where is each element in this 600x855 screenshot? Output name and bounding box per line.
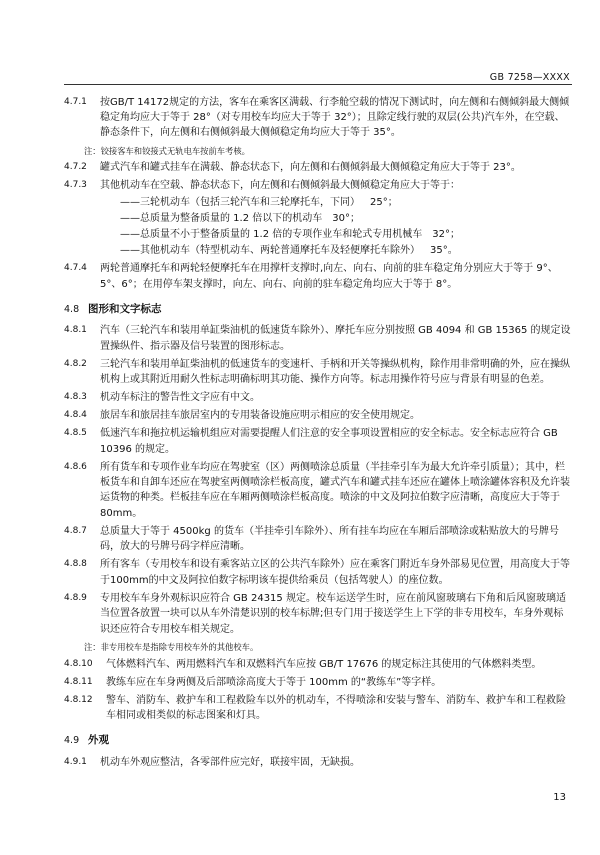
- clause-number: 4.9.1: [64, 756, 87, 767]
- clause-4-8-9: [64, 591, 572, 637]
- section-title: 图形和文字标志: [88, 303, 162, 316]
- clause-4-7-4: [64, 261, 572, 292]
- list-item-label: ——三轮机动车（包括三轮汽车和三轮摩托车，下同）: [120, 196, 360, 208]
- clause-4-8-1: [64, 323, 572, 354]
- clause-4-8-12: [64, 693, 572, 724]
- clause-number: 4.8.3: [64, 392, 87, 403]
- clause-number: 4.7.3: [64, 180, 87, 191]
- section-heading-4-8: [64, 302, 572, 317]
- clause-number: 4.8.9: [64, 592, 87, 603]
- list-item-value: 35°。: [430, 245, 458, 257]
- clause-4-8-7: [64, 524, 572, 555]
- clause-text: 所有货车和专项作业车均应在驾驶室（区）两侧喷涂总质量（半挂牵引车为最大允许牵引质量）；其中，栏板货车和自卸车还应在驾驶室两侧喷涂栏板高度，罐式汽车和罐式挂车还应在罐体上喷涂罐体容积及允许装运货物的种类。栏板挂车应在车厢两侧喷涂栏板高度。喷涂的中文及阿拉伯数字应清晰，高度应大于等于 80mm。: [100, 461, 570, 519]
- clause-4-8-3: [64, 390, 572, 405]
- clause-text: 按GB/T 14172规定的方法，客车在乘客区满载、行李舱空载的情况下测试时，向左侧和右侧倾斜最大侧倾稳定角均应大于等于 28°（对专用校车均应大于等于 32°）；且除定线行驶的双层(公共)汽车外，在空载、静态条件下，向左侧和右侧倾斜最大侧倾稳定角均应大于等于 35°。: [100, 96, 570, 139]
- clause-number: 4.8.6: [64, 461, 87, 472]
- clause-number: 4.8.11: [64, 676, 93, 687]
- clause-text: 总质量大于等于 4500kg 的货车（半挂牵引车除外）、所有挂车均应在车厢后部喷涂或粘贴放大的号牌号码，放大的号牌号码字样应清晰。: [100, 525, 559, 553]
- clause-text: 教练车应在车身两侧及后部喷涂高度大于等于 100mm 的“教练车”等字样。: [106, 676, 442, 688]
- list-item: [64, 211, 572, 226]
- clause-number: 4.8.7: [64, 525, 87, 536]
- standard-code: GB 7258—XXXX: [489, 72, 570, 83]
- clause-text: 警车、消防车、救护车和工程救险车以外的机动车，不得喷涂和安装与警车、消防车、救护车和工程救险车相同或相类似的标志图案和灯具。: [106, 694, 566, 721]
- clause-number: 4.7.4: [64, 263, 87, 274]
- note-4-8-9: 注：非专用校车是指除专用校车外的其他校车。: [84, 641, 259, 652]
- clause-4-8-11: [64, 675, 572, 690]
- clause-4-8-10: [64, 657, 572, 672]
- section-number: 4.8: [64, 304, 80, 316]
- clause-number: 4.8.5: [64, 428, 87, 439]
- list-item: [64, 243, 572, 258]
- header-rule: [64, 84, 572, 85]
- section-title: 外观: [88, 734, 109, 747]
- clause-text: 其他机动车在空载、静态状态下，向左侧和右侧倾斜最大侧倾稳定角应大于等于：: [100, 180, 460, 192]
- clause-text: 机动车外观应整洁，各零部件应完好，联接牢固，无缺损。: [100, 756, 360, 768]
- clause-text: 两轮普通摩托车和两轮轻便摩托车在用撑杆支撑时,向左、向右、向前的驻车稳定角分别应大于等于 9°、5°、6°；在用停车架支撑时，向左、向右、向前的驻车稳定角均应大于等于 8°。: [100, 263, 558, 290]
- page-number: 13: [553, 792, 566, 803]
- clause-number: 4.8.12: [64, 694, 93, 705]
- clause-number: 4.8.10: [64, 658, 93, 669]
- clause-text: 三轮汽车和装用单缸柴油机的低速货车的变速杆、手柄和开关等操纵机构，除作用非常明确的外，应在操纵机构上或其附近用耐久性标志明确标明其功能、操作方向等。标志用操作符号应与背景有明显的色差。: [100, 358, 570, 386]
- list-item-value: 30°；: [332, 213, 360, 225]
- clause-number: 4.8.2: [64, 358, 87, 369]
- note-4-7-1: 注：铰接客车和铰接式无轨电车按前车考核。: [84, 145, 250, 156]
- clause-4-7-1: [64, 95, 572, 141]
- list-item-value: 25°；: [370, 196, 398, 208]
- clause-text: 专用校车车身外观标识应符合 GB 24315 规定。校车运送学生时，应在前风窗玻璃右下角和后风窗玻璃适当位置各放置一块可以从车外清楚识别的校车标牌;但专门用于接送学生上下学的非专用校车，车身外观标识还应符合专用校车相关规定。: [100, 592, 566, 635]
- clause-4-7-2: [64, 160, 572, 175]
- list-item: [64, 227, 572, 242]
- clause-4-8-5: [64, 426, 572, 457]
- clause-text: 气体燃料汽车、两用燃料汽车和双燃料汽车应按 GB/T 17676 的规定标注其使用的气体燃料类型。: [106, 658, 542, 670]
- clause-number: 4.8.1: [64, 325, 87, 336]
- clause-text: 罐式汽车和罐式挂车在满载、静态状态下，向左侧和右侧倾斜最大侧倾稳定角应大于等于 23°。: [100, 162, 521, 174]
- section-heading-4-9: [64, 733, 572, 748]
- clause-4-8-4: [64, 408, 572, 423]
- list-item-label: ——其他机动车（特型机动车、两轮普通摩托车及轻便摩托车除外）: [120, 245, 420, 257]
- list-item: [64, 195, 572, 210]
- clause-text: 旅居车和旅居挂车旅居室内的专用装备设施应明示相应的安全使用规定。: [100, 410, 420, 422]
- clause-number: 4.7.1: [64, 96, 87, 107]
- clause-text: 机动车标注的警告性文字应有中文。: [100, 392, 260, 404]
- clause-4-8-2: [64, 357, 572, 388]
- clause-text: 汽车（三轮汽车和装用单缸柴油机的低速货车除外）、摩托车应分别按照 GB 4094 和 GB 15365 的规定设置操纵件、指示器及信号装置的图形标志。: [100, 325, 571, 352]
- list-item-value: 32°；: [432, 229, 460, 241]
- clause-4-8-8: [64, 557, 572, 588]
- clause-text: 低速汽车和拖拉机运输机组应对需要提醒人们注意的安全事项设置相应的安全标志。安全标志应符合 GB 10396 的规定。: [100, 428, 558, 455]
- section-number: 4.9: [64, 735, 80, 747]
- clause-number: 4.8.4: [64, 410, 87, 421]
- document-body: [64, 92, 572, 770]
- list-item-label: ——总质量为整备质量的 1.2 倍以下的机动车: [120, 213, 323, 225]
- clause-text: 所有客车（专用校车和设有乘客站立区的公共汽车除外）应在乘客门附近车身外部易见位置，用高度大于等于100mm的中文及阿拉伯数字标明该车提供给乘员（包括驾驶人）的座位数。: [100, 559, 570, 586]
- clause-4-7-3: [64, 178, 572, 193]
- clause-number: 4.8.8: [64, 559, 87, 570]
- clause-4-8-6: [64, 460, 572, 522]
- list-item-label: ——总质量不小于整备质量的 1.2 倍的专项作业车和轮式专用机械车: [120, 229, 423, 241]
- clause-4-9-1: [64, 755, 572, 770]
- clause-number: 4.7.2: [64, 162, 87, 173]
